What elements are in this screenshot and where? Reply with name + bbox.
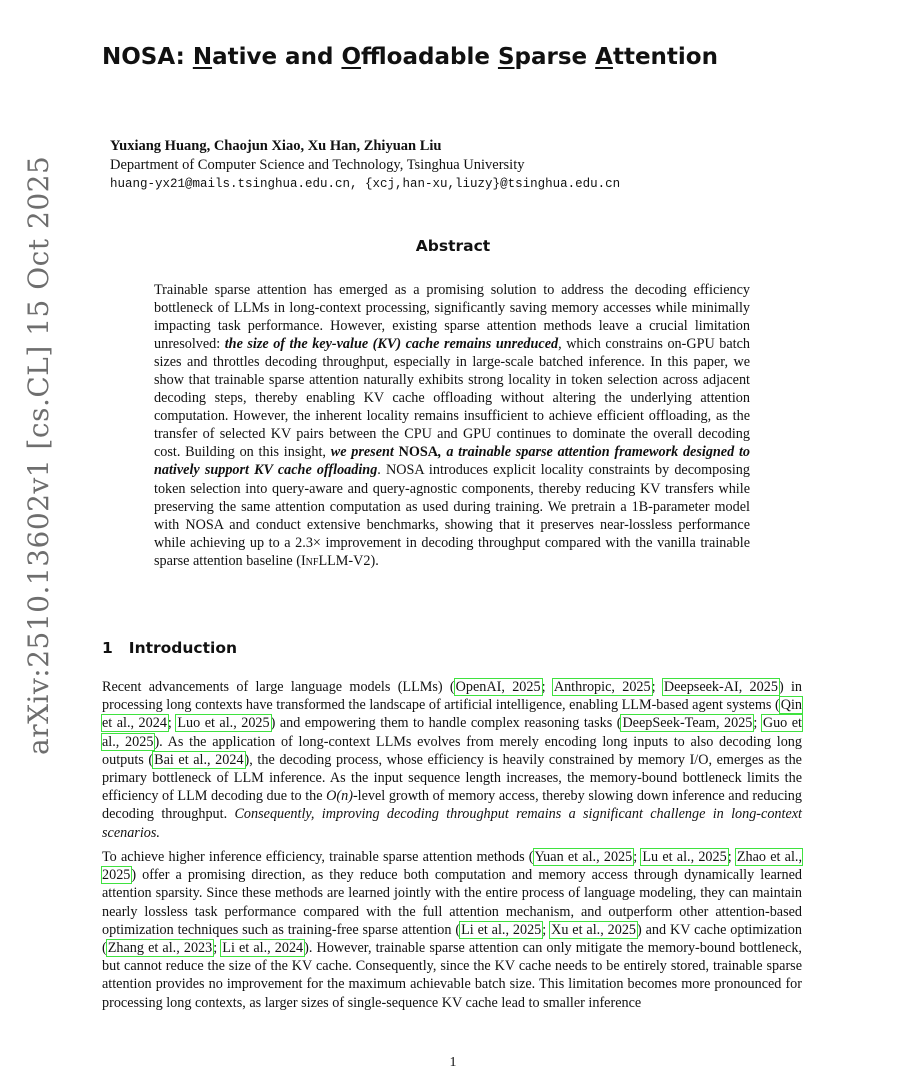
citation-link[interactable]: Deepseek-AI, 2025 — [663, 679, 778, 695]
citation-link[interactable]: Qin et al., 2024 — [102, 697, 802, 732]
citation-link[interactable]: Lu et al., 2025 — [642, 849, 727, 865]
paper-title: NOSA: Native and Offloadable Sparse Attention — [102, 44, 718, 70]
arxiv-side-stamp: arXiv:2510.13602v1 [cs.CL] 15 Oct 2025 — [22, 155, 55, 755]
emails: huang-yx21@mails.tsinghua.edu.cn, {xcj,han-xu,liuzy}@tsinghua.edu.cn — [110, 177, 621, 191]
citation-link[interactable]: Li et al., 2024 — [222, 940, 304, 957]
affiliation: Department of Computer Science and Technology, Tsinghua University — [110, 157, 525, 173]
citation-link[interactable]: Zhang et al., 2023 — [107, 940, 213, 957]
citation-link[interactable]: Bai et al., 2024 — [154, 751, 244, 768]
citation-link[interactable]: DeepSeek-Team, 2025 — [622, 715, 753, 732]
citation-link[interactable]: Luo et al., 2025 — [177, 715, 270, 732]
citation-link[interactable]: Guo et al., 2025 — [102, 715, 802, 750]
citation-link[interactable]: Zhao et al., 2025 — [102, 849, 802, 884]
page-number: 1 — [449, 1055, 457, 1070]
citation-link[interactable]: Li et al., 2025 — [461, 921, 542, 938]
citation-link[interactable]: Xu et al., 2025 — [551, 921, 637, 938]
abstract-heading: Abstract — [415, 237, 491, 255]
math-expression: O(n) — [326, 788, 353, 805]
section-heading-introduction: 1 Introduction — [102, 639, 238, 657]
citation-link[interactable]: Anthropic, 2025 — [553, 679, 651, 695]
citation-link[interactable]: OpenAI, 2025 — [455, 679, 541, 695]
intro-paragraph-1: Recent advancements of large language models (LLMs) (OpenAI, 2025; Anthropic, 2025; Deepseek-AI, 2025) in processing long contexts have transformed the landscape of artificial intelligence, enabling LLM-based agent systems (Qin et al., 2024; Luo et al., 2025) and empowering them to handle complex reasoning tasks (DeepSeek-Team, 2025; Guo et al., 2025). As the application of long-context LLMs evolves from merely encoding long inputs to also decoding long outputs (Bai et al., 2024), the decoding process, whose efficiency is heavily constrained by memory I/O, emerges as the primary bottleneck of LLM inference. As the input sequence length increases, the memory-bound bottleneck limits the efficiency of LLM decoding due to the O(n)-level growth of memory access, thereby slowing down inference and reducing decoding throughput. Consequently, improving decoding throughput remains a significant challenge in long-context scenarios. — [102, 679, 803, 841]
abstract-body: Trainable sparse attention has emerged as a promising solution to address the decoding efficiency bottleneck of LLMs in long-context processing, significantly saving memory accesses while minimally impacting task performance. However, existing sparse attention methods leave a crucial limitation unresolved: the size of the key-value (KV) cache remains unreduced, which constrains on-GPU batch sizes and throttles decoding throughput, especially in large-scale batched inference. In this paper, we show that trainable sparse attention naturally exhibits strong locality in token selection across adjacent decoding steps, thereby enabling KV cache offloading without altering the underlying attention computation. However, the inherent locality remains insufficient to achieve efficient offloading, as the transfer of selected KV pairs between the CPU and GPU continues to dominate the overall decoding cost. Building on this insight, we present NOSA, a trainable sparse attention framework designed to natively support KV cache offloading. NOSA introduces explicit locality constraints by decomposing token selection into query-aware and query-agnostic components, thereby reducing KV transfers while preserving the same attention computation as used during training. We pretrain a 1B-parameter model with NOSA and conduct extensive benchmarks, showing that it preserves near-lossless performance while achieving up to a 2.3× improvement in decoding throughput compared with the vanilla trainable sparse attention baseline (InfLLM-V2). — [154, 282, 750, 569]
citation-link[interactable]: Yuan et al., 2025 — [534, 849, 633, 865]
authors: Yuxiang Huang, Chaojun Xiao, Xu Han, Zhiyuan Liu — [110, 138, 442, 154]
intro-paragraph-2: To achieve higher inference efficiency, trainable sparse attention methods (Yuan et al., 2025; Lu et al., 2025; Zhao et al., 2025) offer a promising direction, as they reduce both computation and memory access through dynamically learned attention sparsity. Since these methods are learned jointly with the entire process of language modeling, they can maintain nearly lossless task performance compared with the full attention mechanism, and outperform other attention-based optimization techniques such as training-free sparse attention (Li et al., 2025; Xu et al., 2025) and KV cache optimization (Zhang et al., 2023; Li et al., 2024). However, trainable sparse attention can only mitigate the memory-bound bottleneck, but cannot reduce the size of the KV cache. Consequently, since the KV cache needs to be entirely stored, trainable sparse attention provides no improvement for the maximum achievable batch size. This limitation becomes more pronounced for processing long contexts, as larger sizes of single-sequence KV cache lead to smaller inference — [102, 849, 802, 1011]
